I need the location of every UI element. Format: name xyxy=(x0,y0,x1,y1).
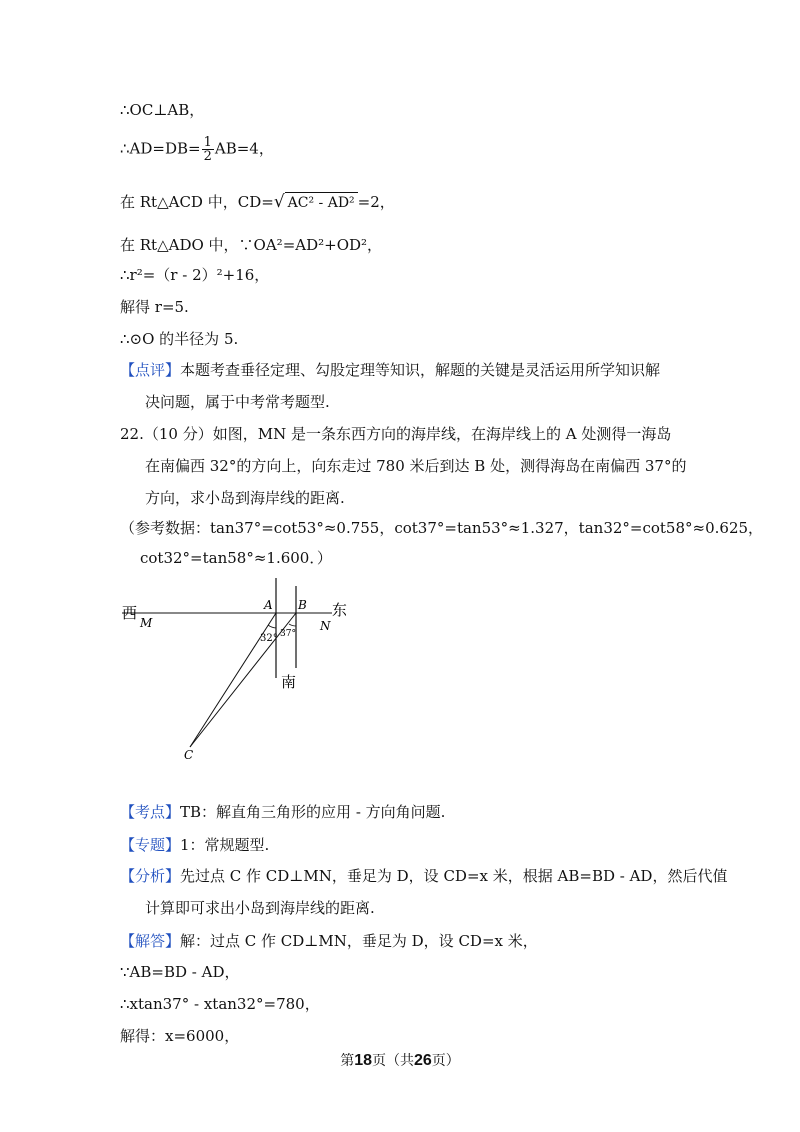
sqrt-radicand: AC² - AD² xyxy=(285,192,358,213)
kaodian-text: TB：解直角三角形的应用 - 方向角问题. xyxy=(180,803,446,821)
ad-db-suffix: AB=4， xyxy=(214,139,274,158)
fraction-numerator: 1 xyxy=(203,135,212,150)
label-a: A xyxy=(264,598,273,612)
reference-data-2: cot32°=tan58°≈1.600．） xyxy=(140,549,332,567)
label-n: N xyxy=(320,619,331,633)
footer-prefix: 第 xyxy=(340,1053,355,1069)
line-ad-db xyxy=(120,136,274,163)
line-radius: ∴⊙O 的半径为 5. xyxy=(120,330,239,348)
solution-step-2: ∴xtan37° - xtan32°=780， xyxy=(120,995,320,1013)
label-m: M xyxy=(140,616,153,630)
sqrt-icon: √ xyxy=(273,192,285,212)
cd-prefix: 在 Rt△ACD 中，CD= xyxy=(120,193,274,211)
kaodian-tag: 【考点】 xyxy=(120,803,181,821)
cd-suffix: =2， xyxy=(357,193,395,211)
ad-db-prefix: ∴AD=DB= xyxy=(120,139,201,158)
label-angle-37: 37° xyxy=(280,629,296,639)
line-solve-r: 解得 r=5. xyxy=(120,298,189,316)
solution-step-1: ∵AB=BD - AD， xyxy=(120,963,240,981)
fenxi-line-2: 计算即可求出小岛到海岸线的距离. xyxy=(145,899,375,917)
direction-figure xyxy=(110,570,360,770)
comment-line-2: 决问题，属于中考常考题型. xyxy=(145,393,330,411)
jieda-line xyxy=(120,931,538,951)
question-line-1: 22.（10 分）如图，MN 是一条东西方向的海岸线，在海岸线上的 A 处测得一海岛 xyxy=(120,425,672,443)
question-line-3: 方向，求小岛到海岸线的距离. xyxy=(145,489,345,507)
jieda-tag: 【解答】 xyxy=(120,932,181,950)
fraction-denominator: 2 xyxy=(203,149,212,164)
line-pythagoras: 在 Rt△ADO 中，∵OA²=AD²+OD²， xyxy=(120,236,383,254)
zhuanti-line xyxy=(120,835,269,855)
label-angle-32: 32° xyxy=(260,633,278,644)
question-line-2: 在南偏西 32°的方向上，向东走过 780 米后到达 B 处，测得海岛在南偏西 37°的 xyxy=(145,457,687,475)
line-cd-value xyxy=(120,192,395,213)
label-b: B xyxy=(298,598,307,612)
zhuanti-tag: 【专题】 xyxy=(120,836,181,854)
footer-suffix: 页） xyxy=(431,1053,460,1069)
solution-step-3: 解得：x=6000， xyxy=(120,1027,240,1045)
fraction-half xyxy=(202,136,214,163)
page-footer xyxy=(0,1050,800,1070)
label-c: C xyxy=(184,748,194,762)
zhuanti-text: 1：常规题型. xyxy=(180,836,270,854)
angle-arc-b xyxy=(289,624,296,626)
footer-total-pages: 26 xyxy=(414,1052,432,1069)
label-south: 南 xyxy=(281,673,297,691)
line-oc-perp-ab: ∴OC⊥AB， xyxy=(120,101,205,119)
fenxi-tag: 【分析】 xyxy=(120,867,181,885)
kaodian-line xyxy=(120,802,445,822)
comment-tag: 【点评】 xyxy=(120,361,181,379)
label-east: 东 xyxy=(332,601,348,619)
reference-data-1: （参考数据：tan37°=cot53°≈0.755，cot37°=tan53°≈1.327，tan32°=cot58°≈0.625， xyxy=(120,519,764,537)
comment-text-1: 本题考查垂径定理、勾股定理等知识，解题的关键是灵活运用所学知识解 xyxy=(180,361,661,379)
footer-middle: 页（共 xyxy=(372,1053,414,1069)
fenxi-text-1: 先过点 C 作 CD⊥MN，垂足为 D，设 CD=x 米，根据 AB=BD - AD，然后代值 xyxy=(180,867,728,885)
fenxi-line-1 xyxy=(120,866,727,886)
jieda-text: 解：过点 C 作 CD⊥MN，垂足为 D，设 CD=x 米， xyxy=(180,932,538,950)
line-equation: ∴r²=（r - 2）²+16， xyxy=(120,266,270,284)
angle-arc-a xyxy=(268,625,276,628)
label-west: 西 xyxy=(122,604,138,622)
footer-page-number: 18 xyxy=(354,1052,372,1069)
comment-line-1 xyxy=(120,360,660,380)
